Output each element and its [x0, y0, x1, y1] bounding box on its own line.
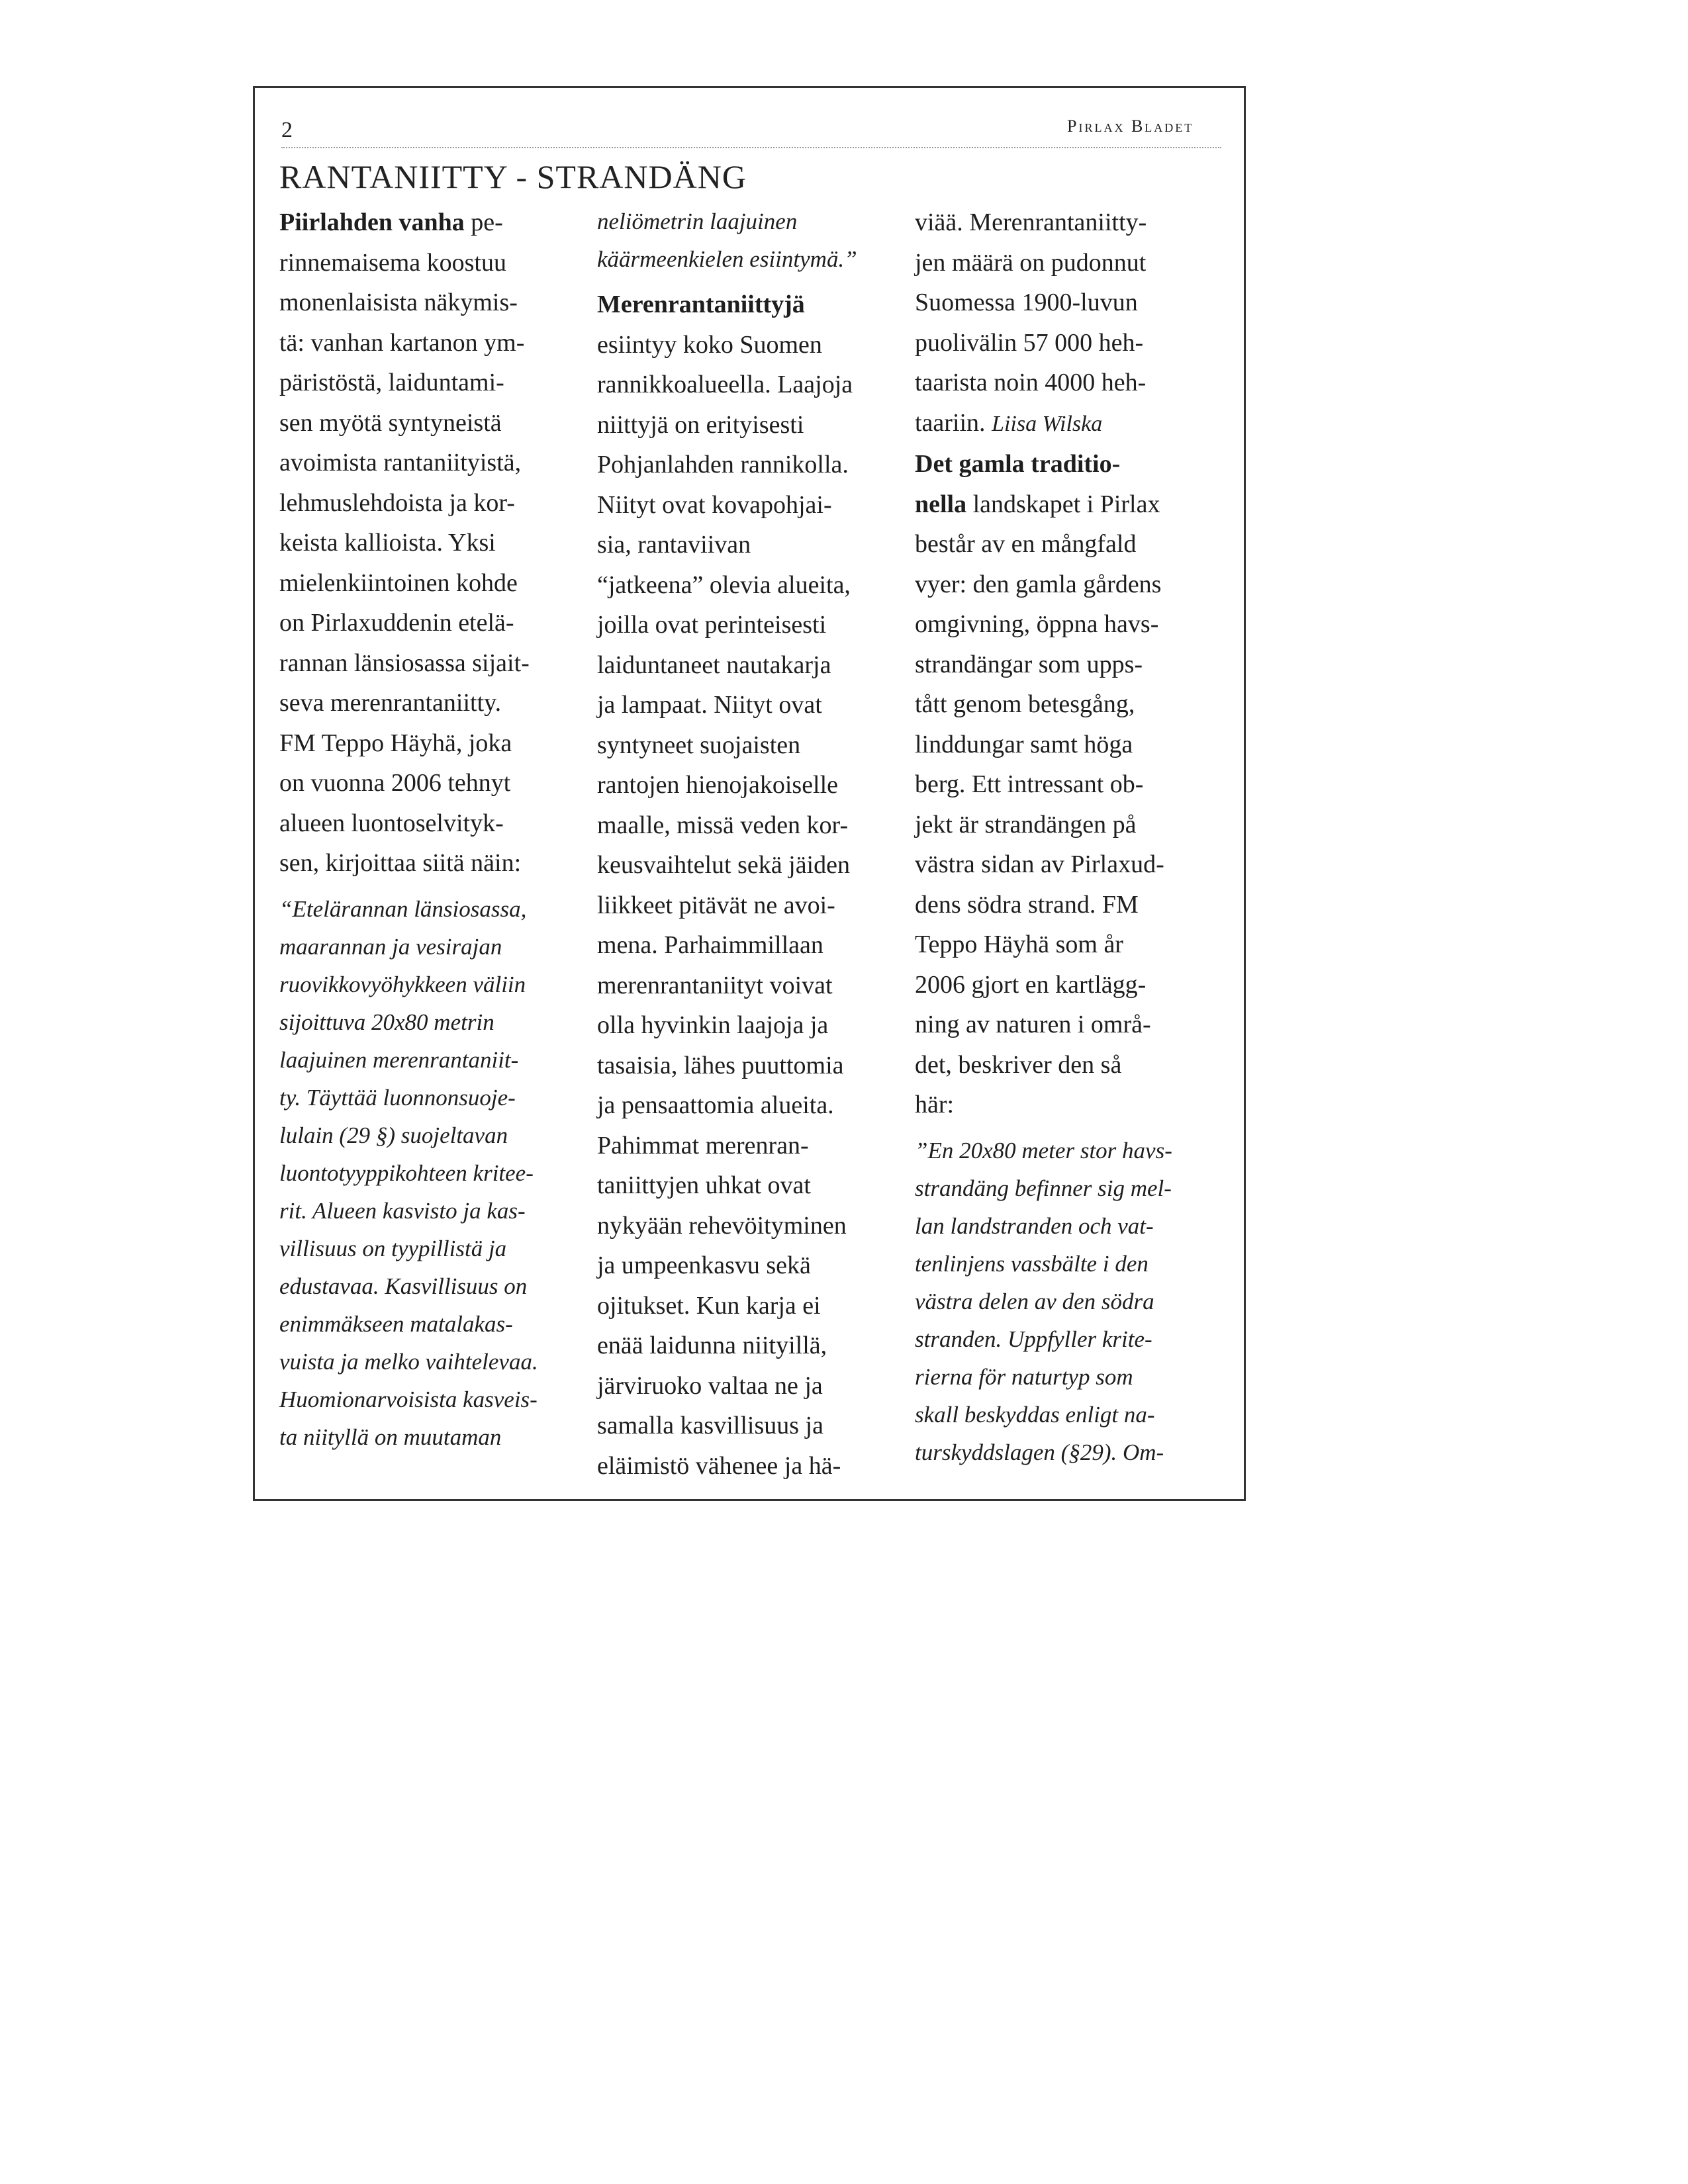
article-line: det, beskriver den så — [915, 1050, 1122, 1079]
article-line: rantojen hienojakoiselle — [597, 771, 839, 799]
article-line: seva merenrantaniitty. — [279, 689, 502, 717]
article-line: laiduntaneet nautakarja — [597, 651, 831, 679]
article-line: jekt är strandängen på — [915, 810, 1137, 839]
quote-line: västra delen av den södra — [915, 1288, 1154, 1314]
section-lede-sv: Det gamla traditio- — [915, 450, 1121, 478]
article-line: Niityt ovat kovapohjai- — [597, 490, 832, 519]
article-line: esiintyy koko Suomen — [597, 330, 822, 359]
article-headline: RANTANIITTY - STRANDÄNG — [279, 158, 747, 195]
quote-line: strandäng befinner sig mel- — [915, 1175, 1172, 1201]
article-line: rinnemaisema koostuu — [279, 248, 506, 277]
article-line: merenrantaniityt voivat — [597, 971, 833, 999]
quote-line: rierna för naturtyp som — [915, 1363, 1133, 1390]
article-line: ning av naturen i områ- — [915, 1011, 1151, 1038]
quote-line: käärmeenkielen esiintymä.” — [597, 246, 857, 272]
article-line: niittyjä on erityisesti — [597, 410, 804, 439]
quote-line: ta niityllä on muutaman — [279, 1424, 502, 1450]
article-line: monenlaisista näkymis- — [279, 289, 518, 316]
column-2 — [597, 203, 902, 1486]
article-line: puolivälin 57 000 heh- — [915, 328, 1144, 357]
quote-line: stranden. Uppfyller krite- — [915, 1326, 1152, 1352]
page-number: 2 — [281, 118, 293, 142]
quote-line: ruovikkovyöhykkeen väliin — [279, 971, 526, 997]
quote-line: enimmäkseen matalakas- — [279, 1310, 513, 1337]
article-line: Piirlahden vanha pe- — [279, 208, 503, 236]
article-line: avoimista rantaniityistä, — [279, 449, 522, 477]
quote-line: skall beskyddas enligt na- — [915, 1401, 1155, 1428]
article-line: mena. Parhaimmillaan — [597, 931, 823, 959]
article-line: Pahimmat merenran- — [597, 1131, 809, 1160]
article-line: samalla kasvillisuus ja — [597, 1412, 823, 1439]
header-rule — [281, 147, 1221, 148]
quote-line: edustavaa. Kasvillisuus on — [279, 1273, 528, 1299]
article-line: FM Teppo Häyhä, joka — [279, 729, 512, 757]
article-line: taniittyjen uhkat ovat — [597, 1171, 811, 1199]
article-line: taarista noin 4000 heh- — [915, 369, 1147, 396]
column-1 — [279, 203, 577, 1456]
article-line: maalle, missä veden kor- — [597, 811, 849, 839]
quote-line: lulain (29 §) suojeltavan — [279, 1122, 508, 1148]
article-line: taariin. Liisa Wilska — [915, 408, 1103, 437]
section-lede-fi: Merenrantaniittyjä — [597, 291, 805, 318]
article-line: mielenkiintoinen kohde — [279, 569, 518, 597]
quote-line: maarannan ja vesirajan — [279, 933, 502, 960]
article-line: keusvaihtelut sekä jäiden — [597, 851, 850, 879]
article-line: 2006 gjort en kartlägg- — [915, 970, 1147, 999]
article-line: sen, kirjoittaa siitä näin: — [279, 849, 522, 877]
article-line: rannikkoalueella. Laajoja — [597, 371, 853, 398]
article-line: enää laidunna niityillä, — [597, 1332, 827, 1359]
article-line: Teppo Häyhä som år — [915, 931, 1123, 958]
article-line: berg. Ett intressant ob- — [915, 770, 1144, 798]
article-line: “jatkeena” olevia alueita, — [597, 570, 851, 599]
article-line: lehmuslehdoista ja kor- — [279, 488, 515, 517]
publication-name: Pirlax Bladet — [1067, 116, 1194, 136]
quote-line: turskyddslagen (§29). Om- — [915, 1439, 1164, 1465]
article-line: järviruoko valtaa ne ja — [597, 1371, 823, 1400]
article-line: päristöstä, laiduntami- — [279, 369, 504, 396]
article-line: Suomessa 1900-luvun — [915, 289, 1138, 316]
article-line: består av en mångfald — [915, 530, 1137, 558]
article-line: syntyneet suojaisten — [597, 731, 801, 759]
article-line: vyer: den gamla gårdens — [915, 570, 1162, 598]
article-line: sen myötä syntyneistä — [279, 408, 502, 437]
article-line: olla hyvinkin laajoja ja — [597, 1011, 829, 1039]
quote-line: ”En 20x80 meter stor havs- — [915, 1137, 1172, 1163]
quote-line: “Etelärannan länsiosassa, — [279, 895, 527, 922]
article-line: Pohjanlahden rannikolla. — [597, 451, 849, 478]
article-line: sia, rantaviivan — [597, 531, 751, 559]
article-line: nella landskapet i Pirlax — [915, 490, 1160, 518]
author-name: Liisa Wilska — [992, 411, 1103, 436]
article-line: eläimistö vähenee ja hä- — [597, 1451, 841, 1480]
quote-line: vuista ja melko vaihtelevaa. — [279, 1348, 538, 1375]
article-line: ja lampaat. Niityt ovat — [597, 691, 822, 719]
quote-line: neliömetrin laajuinen — [597, 208, 798, 234]
article-line: on Pirlaxuddenin etelä- — [279, 609, 514, 637]
article-line: on vuonna 2006 tehnyt — [279, 769, 511, 797]
article-line: viää. Merenrantaniitty- — [915, 208, 1147, 236]
article-line: omgivning, öppna havs- — [915, 610, 1159, 638]
article-line: rannan länsiosassa sijait- — [279, 649, 530, 677]
quote-line: tenlinjens vassbälte i den — [915, 1250, 1149, 1277]
quote-line: laajuinen merenrantaniit- — [279, 1046, 519, 1073]
article-line: västra sidan av Pirlaxud- — [915, 850, 1164, 878]
article-line: linddungar samt höga — [915, 730, 1133, 758]
quote-line: ty. Täyttää luonnonsuoje- — [279, 1084, 516, 1111]
column-3 — [915, 203, 1226, 1471]
article-line: strandängar som upps- — [915, 650, 1143, 678]
article-line: ja umpeenkasvu sekä — [597, 1251, 811, 1279]
article-line: joilla ovat perinteisesti — [597, 611, 827, 639]
section-lede: Piirlahden vanha — [279, 208, 465, 236]
article-line: jen määrä on pudonnut — [915, 248, 1147, 277]
quote-line: lan landstranden och vat- — [915, 1212, 1154, 1239]
article-line: tä: vanhan kartanon ym- — [279, 328, 525, 357]
quote-line: rit. Alueen kasvisto ja kas- — [279, 1197, 526, 1224]
article-line: dens södra strand. FM — [915, 890, 1139, 919]
article-line: keista kallioista. Yksi — [279, 529, 496, 557]
quote-line: sijoittuva 20x80 metrin — [279, 1009, 494, 1035]
quote-line: villisuus on tyypillistä ja — [279, 1235, 507, 1261]
article-line: tasaisia, lähes puuttomia — [597, 1051, 844, 1079]
article-line: ja pensaattomia alueita. — [597, 1091, 834, 1119]
article-line: alueen luontoselvityk- — [279, 809, 504, 837]
article-line: här: — [915, 1091, 955, 1118]
article-line: liikkeet pitävät ne avoi- — [597, 891, 835, 919]
quote-line: Huomionarvoisista kasveis- — [279, 1386, 538, 1412]
quote-line: luontotyyppikohteen kritee- — [279, 1160, 534, 1186]
article-line: ojitukset. Kun karja ei — [597, 1291, 821, 1320]
article-line: tått genom betesgång, — [915, 690, 1135, 718]
article-line: nykyään rehevöityminen — [597, 1211, 847, 1240]
